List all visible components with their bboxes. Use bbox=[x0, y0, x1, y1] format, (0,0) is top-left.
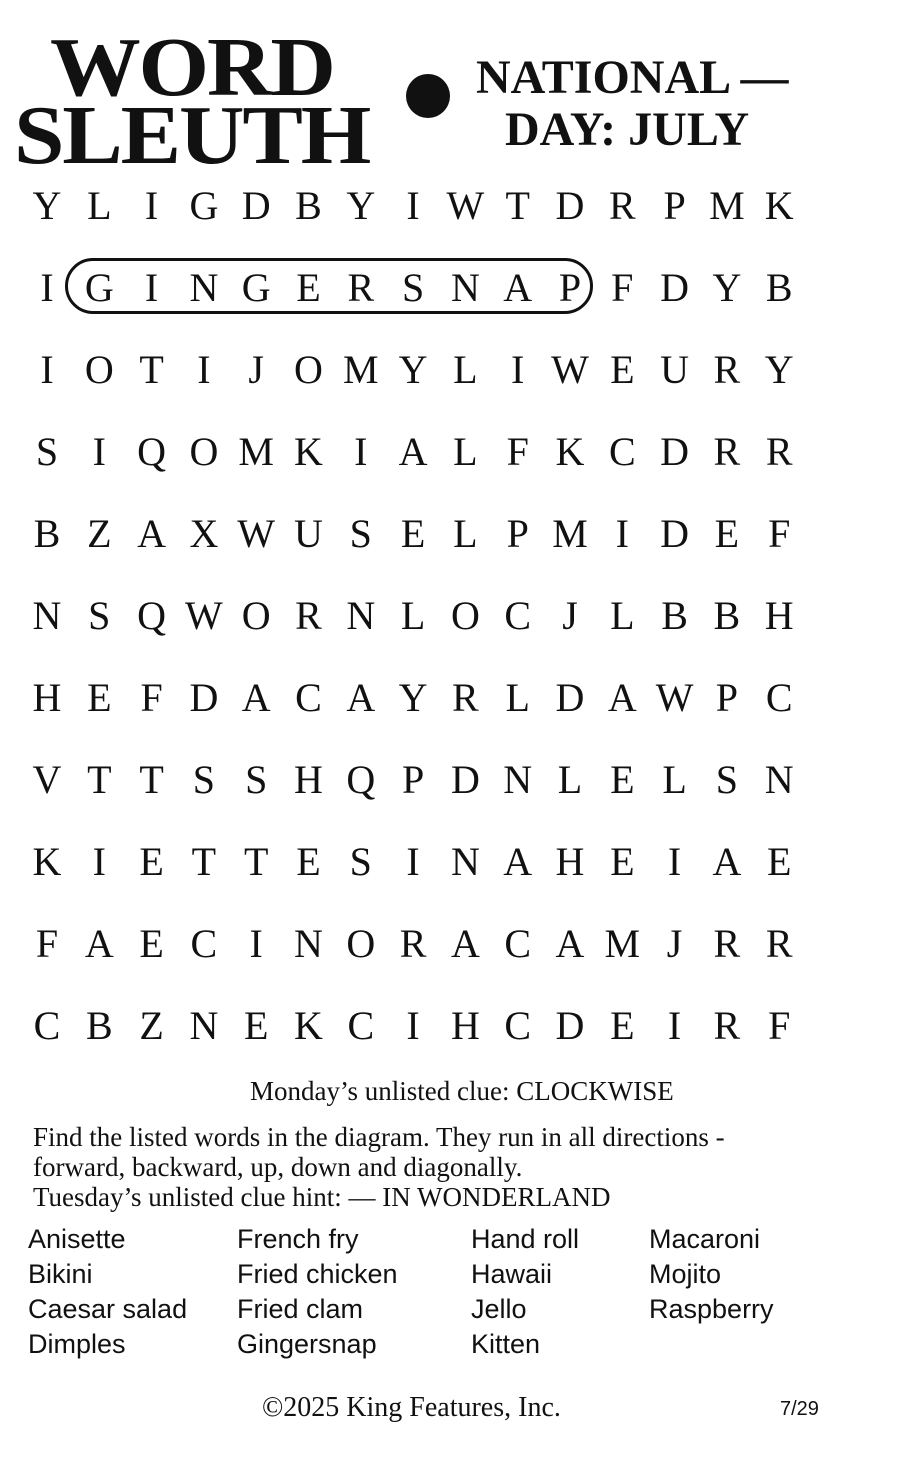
grid-letter[interactable]: T bbox=[243, 839, 269, 884]
grid-letter[interactable]: U bbox=[660, 347, 690, 392]
grid-letter[interactable]: R bbox=[713, 921, 741, 966]
grid-row bbox=[20, 422, 810, 482]
grid-letter[interactable]: D bbox=[189, 675, 219, 720]
grid-letter[interactable]: A bbox=[712, 839, 742, 884]
grid-letter[interactable]: F bbox=[768, 511, 791, 556]
grid-letter[interactable]: R bbox=[452, 675, 479, 720]
word-list-item: French fry bbox=[237, 1224, 359, 1254]
grid-letter[interactable]: L bbox=[453, 347, 478, 392]
grid-letter[interactable]: L bbox=[610, 593, 635, 638]
grid-letter[interactable]: Y bbox=[32, 183, 62, 228]
word-list-item: Bikini bbox=[28, 1259, 93, 1289]
grid-letter[interactable]: D bbox=[555, 1003, 585, 1048]
grid-letter[interactable]: S bbox=[401, 265, 425, 310]
grid-letter[interactable]: R bbox=[399, 921, 427, 966]
grid-letter[interactable]: M bbox=[343, 347, 379, 392]
word-list-column bbox=[237, 1222, 398, 1362]
word-list-item: Hand roll bbox=[471, 1224, 580, 1254]
grid-letter[interactable]: R bbox=[713, 1003, 741, 1048]
grid-letter[interactable]: I bbox=[144, 183, 159, 228]
grid-letter[interactable]: I bbox=[406, 839, 420, 884]
grid-letter[interactable]: I bbox=[40, 347, 54, 392]
grid-letter[interactable]: I bbox=[406, 183, 420, 228]
grid-letter[interactable]: L bbox=[662, 757, 687, 802]
grid-letter[interactable]: E bbox=[766, 839, 792, 884]
grid-letter[interactable]: F bbox=[35, 921, 59, 966]
grid-letter[interactable]: Y bbox=[712, 265, 742, 310]
grid-letter[interactable]: D bbox=[450, 757, 480, 802]
tuesday-clue-hint: Tuesday’s unlisted clue hint: — IN WONDERLAND bbox=[33, 1182, 611, 1212]
grid-letter[interactable]: N bbox=[450, 839, 480, 884]
grid-letter[interactable]: A bbox=[137, 511, 167, 556]
theme-subtitle-line-2: DAY: JULY bbox=[505, 103, 750, 156]
grid-letter[interactable]: I bbox=[667, 1003, 682, 1048]
grid-letter[interactable]: N bbox=[32, 593, 62, 638]
grid-letter[interactable]: P bbox=[506, 511, 529, 556]
grid-letter[interactable]: I bbox=[92, 839, 106, 884]
grid-letter[interactable]: T bbox=[505, 183, 530, 228]
grid-letter[interactable]: I bbox=[144, 265, 159, 310]
word-list-item: Hawaii bbox=[471, 1259, 553, 1289]
grid-letter[interactable]: M bbox=[238, 429, 274, 474]
grid-letter[interactable]: N bbox=[346, 593, 376, 638]
grid-letter[interactable]: A bbox=[503, 265, 533, 310]
grid-letter[interactable]: W bbox=[185, 593, 223, 638]
grid-letter[interactable]: S bbox=[715, 757, 739, 802]
grid-letter[interactable]: P bbox=[715, 675, 739, 720]
grid-letter[interactable]: I bbox=[197, 347, 211, 392]
grid-letter[interactable]: D bbox=[555, 675, 585, 720]
grid-letter[interactable]: E bbox=[296, 265, 321, 310]
grid-letter[interactable]: R bbox=[608, 183, 636, 228]
grid-letter[interactable]: O bbox=[346, 921, 376, 966]
grid-letter[interactable]: A bbox=[607, 675, 637, 720]
grid-letter[interactable]: I bbox=[354, 429, 368, 474]
grid-row bbox=[20, 586, 810, 646]
grid-letter[interactable]: P bbox=[401, 757, 425, 802]
word-list-item: Caesar salad bbox=[28, 1294, 188, 1324]
grid-letter[interactable]: W bbox=[655, 675, 694, 720]
grid-letter[interactable]: M bbox=[552, 511, 588, 556]
grid-letter[interactable]: N bbox=[764, 757, 794, 802]
grid-letter[interactable]: F bbox=[768, 1003, 791, 1048]
grid-letter[interactable]: S bbox=[349, 839, 372, 884]
grid-letter[interactable]: S bbox=[245, 757, 268, 802]
grid-letter[interactable]: B bbox=[295, 183, 322, 228]
grid-letter[interactable]: G bbox=[241, 265, 271, 310]
grid-letter[interactable]: O bbox=[450, 593, 480, 638]
grid-letter[interactable]: Q bbox=[137, 593, 167, 638]
grid-letter[interactable]: Y bbox=[398, 675, 428, 720]
instructions bbox=[33, 1122, 873, 1212]
grid-letter[interactable]: F bbox=[140, 675, 163, 720]
grid-letter[interactable]: B bbox=[765, 265, 793, 310]
grid-letter[interactable]: V bbox=[32, 757, 62, 802]
grid-letter[interactable]: C bbox=[608, 429, 636, 474]
grid-letter[interactable]: O bbox=[241, 593, 271, 638]
grid-letter[interactable]: J bbox=[666, 921, 683, 966]
grid-letter[interactable]: Z bbox=[139, 1003, 164, 1048]
grid-letter[interactable]: B bbox=[33, 511, 61, 556]
grid-letter[interactable]: G bbox=[189, 183, 219, 228]
grid-row bbox=[20, 996, 810, 1056]
theme-subtitle-line-1: NATIONAL — bbox=[476, 51, 789, 104]
grid-letter[interactable]: E bbox=[243, 1003, 269, 1048]
grid-letter[interactable]: C bbox=[347, 1003, 375, 1048]
grid-letter[interactable]: R bbox=[765, 429, 793, 474]
grid-letter[interactable]: S bbox=[349, 511, 372, 556]
grid-letter[interactable]: E bbox=[87, 675, 112, 720]
grid-letter[interactable]: L bbox=[87, 183, 112, 228]
grid-letter[interactable]: C bbox=[504, 921, 532, 966]
word-list-item: Jello bbox=[471, 1294, 527, 1324]
grid-letter[interactable]: T bbox=[139, 347, 164, 392]
word-list-item: Macaroni bbox=[649, 1224, 761, 1254]
grid-letter[interactable]: E bbox=[610, 1003, 635, 1048]
grid-letter[interactable]: D bbox=[241, 183, 271, 228]
grid-letter[interactable]: O bbox=[294, 347, 323, 392]
grid-letter[interactable]: N bbox=[503, 757, 533, 802]
grid-letter[interactable]: T bbox=[191, 839, 217, 884]
grid-letter[interactable]: E bbox=[610, 347, 635, 392]
grid-row bbox=[20, 176, 810, 236]
grid-letter[interactable]: A bbox=[346, 675, 376, 720]
grid-letter[interactable]: Q bbox=[346, 757, 376, 802]
grid-letter[interactable]: I bbox=[667, 839, 682, 884]
grid-letter[interactable]: E bbox=[139, 839, 164, 884]
grid-letter[interactable]: I bbox=[511, 347, 525, 392]
grid-letter[interactable]: H bbox=[294, 757, 323, 802]
copyright: ©2025 King Features, Inc. bbox=[262, 1392, 561, 1423]
instructions-line: forward, backward, up, down and diagonally. bbox=[33, 1152, 523, 1182]
grid-letter[interactable]: O bbox=[189, 429, 219, 474]
grid-letter[interactable]: J bbox=[562, 593, 578, 638]
grid-letter[interactable]: K bbox=[32, 839, 62, 884]
word-list-item: Mojito bbox=[649, 1259, 722, 1289]
grid-letter[interactable]: A bbox=[450, 921, 480, 966]
grid-row bbox=[20, 258, 810, 318]
grid-letter[interactable]: B bbox=[713, 593, 741, 638]
grid-letter[interactable]: D bbox=[660, 511, 690, 556]
grid-letter[interactable]: R bbox=[713, 347, 741, 392]
grid-letter[interactable]: H bbox=[450, 1003, 480, 1048]
grid-letter[interactable]: A bbox=[555, 921, 585, 966]
grid-letter[interactable]: L bbox=[453, 511, 478, 556]
word-list-item: Kitten bbox=[471, 1329, 541, 1359]
grid-letter[interactable]: J bbox=[248, 347, 264, 392]
grid-letter[interactable]: I bbox=[249, 921, 263, 966]
grid-letter[interactable]: S bbox=[192, 757, 216, 802]
grid-row bbox=[20, 504, 810, 564]
grid-letter[interactable]: N bbox=[189, 1003, 219, 1048]
title-sleuth: SLEUTH bbox=[14, 89, 370, 182]
grid-letter[interactable]: E bbox=[296, 839, 321, 884]
grid-letter[interactable]: X bbox=[189, 511, 219, 556]
grid-letter[interactable]: P bbox=[558, 265, 582, 310]
grid-letter[interactable]: F bbox=[506, 429, 529, 474]
grid-letter[interactable]: A bbox=[503, 839, 533, 884]
grid-letter[interactable]: T bbox=[139, 757, 164, 802]
grid-row bbox=[20, 340, 810, 400]
word-list-item: Raspberry bbox=[649, 1294, 774, 1324]
grid-letter[interactable]: C bbox=[504, 593, 532, 638]
grid-letter[interactable]: R bbox=[765, 921, 793, 966]
grid-letter[interactable]: W bbox=[237, 511, 276, 556]
puzzle-date: 7/29 bbox=[780, 1398, 819, 1420]
grid-letter[interactable]: H bbox=[32, 675, 62, 720]
grid-letter[interactable]: R bbox=[295, 593, 322, 638]
grid-letter[interactable]: C bbox=[33, 1003, 61, 1048]
grid-letter[interactable]: F bbox=[611, 265, 634, 310]
grid-letter[interactable]: N bbox=[450, 265, 480, 310]
word-list-item: Dimples bbox=[28, 1329, 126, 1359]
grid-letter[interactable]: Z bbox=[87, 511, 112, 556]
monday-clue: Monday’s unlisted clue: CLOCKWISE bbox=[250, 1076, 674, 1106]
grid-letter[interactable]: Y bbox=[764, 347, 794, 392]
grid-letter[interactable]: D bbox=[660, 265, 690, 310]
grid-letter[interactable]: C bbox=[504, 1003, 532, 1048]
grid-letter[interactable]: O bbox=[84, 347, 114, 392]
grid-letter[interactable]: G bbox=[84, 265, 114, 310]
grid-letter[interactable]: E bbox=[610, 757, 635, 802]
grid-letter[interactable]: S bbox=[35, 429, 59, 474]
grid-letter[interactable]: U bbox=[294, 511, 323, 556]
grid-letter[interactable]: W bbox=[551, 347, 589, 392]
grid-letter[interactable]: A bbox=[84, 921, 114, 966]
grid-letter[interactable]: R bbox=[347, 265, 375, 310]
grid-letter[interactable]: W bbox=[446, 183, 485, 228]
grid-row bbox=[20, 914, 810, 974]
grid-letter[interactable]: E bbox=[139, 921, 164, 966]
grid-letter[interactable]: T bbox=[87, 757, 112, 802]
grid-letter[interactable]: I bbox=[40, 265, 54, 310]
grid-letter[interactable]: D bbox=[660, 429, 690, 474]
grid-letter[interactable]: B bbox=[85, 1003, 113, 1048]
grid-letter[interactable]: H bbox=[555, 839, 585, 884]
grid-letter[interactable]: I bbox=[92, 429, 106, 474]
grid-letter[interactable]: M bbox=[604, 921, 641, 966]
grid-letter[interactable]: K bbox=[555, 429, 585, 474]
grid-letter[interactable]: I bbox=[406, 1003, 420, 1048]
grid-letter[interactable]: H bbox=[764, 593, 794, 638]
grid-letter[interactable]: C bbox=[765, 675, 793, 720]
bullet-dot-icon bbox=[406, 74, 450, 118]
title-word: WORD bbox=[50, 21, 334, 114]
grid-letter[interactable]: A bbox=[398, 429, 428, 474]
grid-letter[interactable]: N bbox=[189, 265, 219, 310]
grid-letter[interactable]: Q bbox=[137, 429, 167, 474]
grid-letter[interactable]: M bbox=[709, 183, 745, 228]
grid-letter[interactable]: R bbox=[713, 429, 741, 474]
instructions-line: Find the listed words in the diagram. They run in all directions - bbox=[33, 1122, 725, 1152]
grid-letter[interactable]: D bbox=[555, 183, 585, 228]
grid-letter[interactable]: E bbox=[714, 511, 740, 556]
grid-row bbox=[20, 750, 810, 810]
grid-letter[interactable]: S bbox=[88, 593, 111, 638]
grid-letter[interactable]: Y bbox=[346, 183, 376, 228]
grid-letter[interactable]: L bbox=[557, 757, 583, 802]
word-list-item: Fried chicken bbox=[237, 1259, 398, 1289]
grid-letter[interactable]: K bbox=[764, 183, 794, 228]
word-list-item: Gingersnap bbox=[237, 1329, 377, 1359]
grid-letter[interactable]: K bbox=[294, 1003, 323, 1048]
grid-letter[interactable]: C bbox=[295, 675, 322, 720]
grid-letter[interactable]: K bbox=[294, 429, 323, 474]
word-list-column bbox=[471, 1222, 579, 1362]
grid-row bbox=[20, 668, 810, 728]
grid-letter[interactable]: L bbox=[400, 593, 426, 638]
grid-letter[interactable]: B bbox=[661, 593, 688, 638]
grid-letter[interactable]: E bbox=[610, 839, 635, 884]
word-list-column bbox=[649, 1222, 774, 1327]
grid-letter[interactable]: L bbox=[505, 675, 530, 720]
grid-letter[interactable]: E bbox=[400, 511, 426, 556]
grid-letter[interactable]: I bbox=[615, 511, 629, 556]
word-list-item: Fried clam bbox=[237, 1294, 364, 1324]
grid-letter[interactable]: C bbox=[190, 921, 218, 966]
grid-letter[interactable]: Y bbox=[398, 347, 428, 392]
grid-letter[interactable]: L bbox=[453, 429, 478, 474]
grid-letter[interactable]: N bbox=[294, 921, 323, 966]
grid-row bbox=[20, 832, 810, 892]
word-list-item: Anisette bbox=[28, 1224, 126, 1254]
word-list-column bbox=[28, 1222, 187, 1362]
grid-letter[interactable]: A bbox=[241, 675, 271, 720]
grid-letter[interactable]: P bbox=[663, 183, 686, 228]
